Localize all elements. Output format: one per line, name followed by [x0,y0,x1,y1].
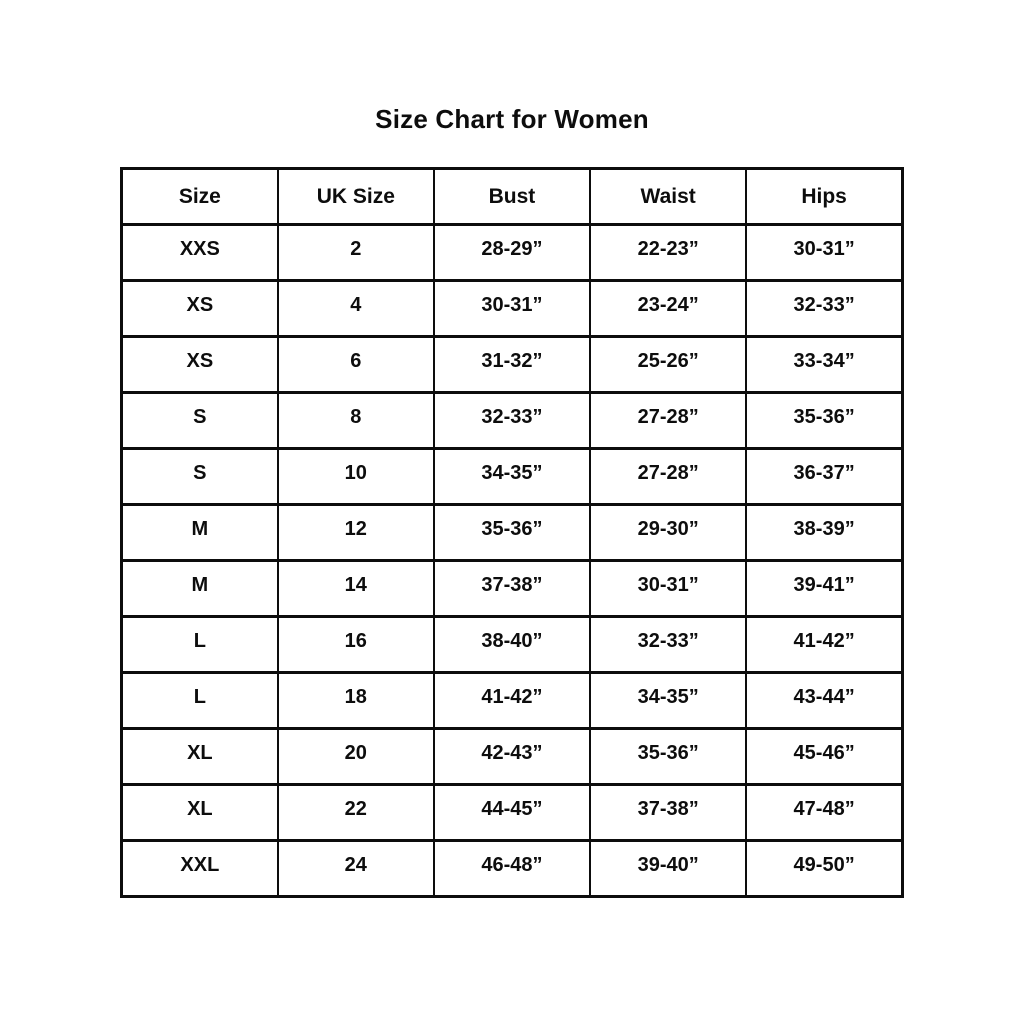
table-cell: 20 [278,729,434,785]
table-cell: 4 [278,281,434,337]
table-cell: 38-39” [746,505,902,561]
table-cell: 37-38” [434,561,590,617]
table-cell: L [122,673,278,729]
table-cell: 36-37” [746,449,902,505]
table-cell: 12 [278,505,434,561]
table-cell: 33-34” [746,337,902,393]
table-cell: 32-33” [746,281,902,337]
table-cell: 14 [278,561,434,617]
table-cell: XL [122,729,278,785]
table-row [122,561,903,617]
table-cell: 30-31” [434,281,590,337]
table-cell: 28-29” [434,225,590,281]
table-cell: 43-44” [746,673,902,729]
table-row [122,337,903,393]
table-cell: XL [122,785,278,841]
table-cell: 2 [278,225,434,281]
table-cell: 31-32” [434,337,590,393]
table-cell: L [122,617,278,673]
table-cell: S [122,449,278,505]
table-cell: 8 [278,393,434,449]
table-cell: 44-45” [434,785,590,841]
table-cell: 23-24” [590,281,746,337]
header-row [122,169,903,225]
table-cell: 27-28” [590,393,746,449]
table-cell: 32-33” [590,617,746,673]
table-cell: 46-48” [434,841,590,897]
table-cell: 29-30” [590,505,746,561]
table-cell: 42-43” [434,729,590,785]
table-cell: 30-31” [590,561,746,617]
table-cell: 18 [278,673,434,729]
table-cell: 45-46” [746,729,902,785]
column-header-hips: Hips [746,169,902,225]
table-row [122,617,903,673]
table-cell: 35-36” [590,729,746,785]
table-body [122,225,903,897]
table-cell: XXS [122,225,278,281]
table-row [122,449,903,505]
table-cell: 6 [278,337,434,393]
table-cell: 37-38” [590,785,746,841]
table-cell: 41-42” [746,617,902,673]
table-cell: 25-26” [590,337,746,393]
table-row [122,729,903,785]
table-row [122,785,903,841]
table-cell: XS [122,337,278,393]
table-cell: 16 [278,617,434,673]
page-title: Size Chart for Women [375,104,649,134]
table-cell: 47-48” [746,785,902,841]
table-cell: 22 [278,785,434,841]
table-row [122,281,903,337]
table-row [122,505,903,561]
table-cell: 39-40” [590,841,746,897]
table-cell: 38-40” [434,617,590,673]
table-cell: 34-35” [590,673,746,729]
table-cell: 27-28” [590,449,746,505]
table-cell: 24 [278,841,434,897]
table-cell: 22-23” [590,225,746,281]
table-cell: XXL [122,841,278,897]
table-cell: XS [122,281,278,337]
table-cell: 30-31” [746,225,902,281]
table-row [122,673,903,729]
table-cell: 32-33” [434,393,590,449]
table-cell: M [122,561,278,617]
table-cell: S [122,393,278,449]
size-chart-table [120,167,904,898]
column-header-uk-size: UK Size [278,169,434,225]
table-cell: 49-50” [746,841,902,897]
column-header-size: Size [122,169,278,225]
table-row [122,225,903,281]
table-head [122,169,903,225]
column-header-waist: Waist [590,169,746,225]
table-cell: 39-41” [746,561,902,617]
table-cell: 41-42” [434,673,590,729]
column-header-bust: Bust [434,169,590,225]
table-cell: M [122,505,278,561]
table-row [122,841,903,897]
table-cell: 10 [278,449,434,505]
table-cell: 35-36” [746,393,902,449]
table-cell: 34-35” [434,449,590,505]
table-cell: 35-36” [434,505,590,561]
table-row [122,393,903,449]
